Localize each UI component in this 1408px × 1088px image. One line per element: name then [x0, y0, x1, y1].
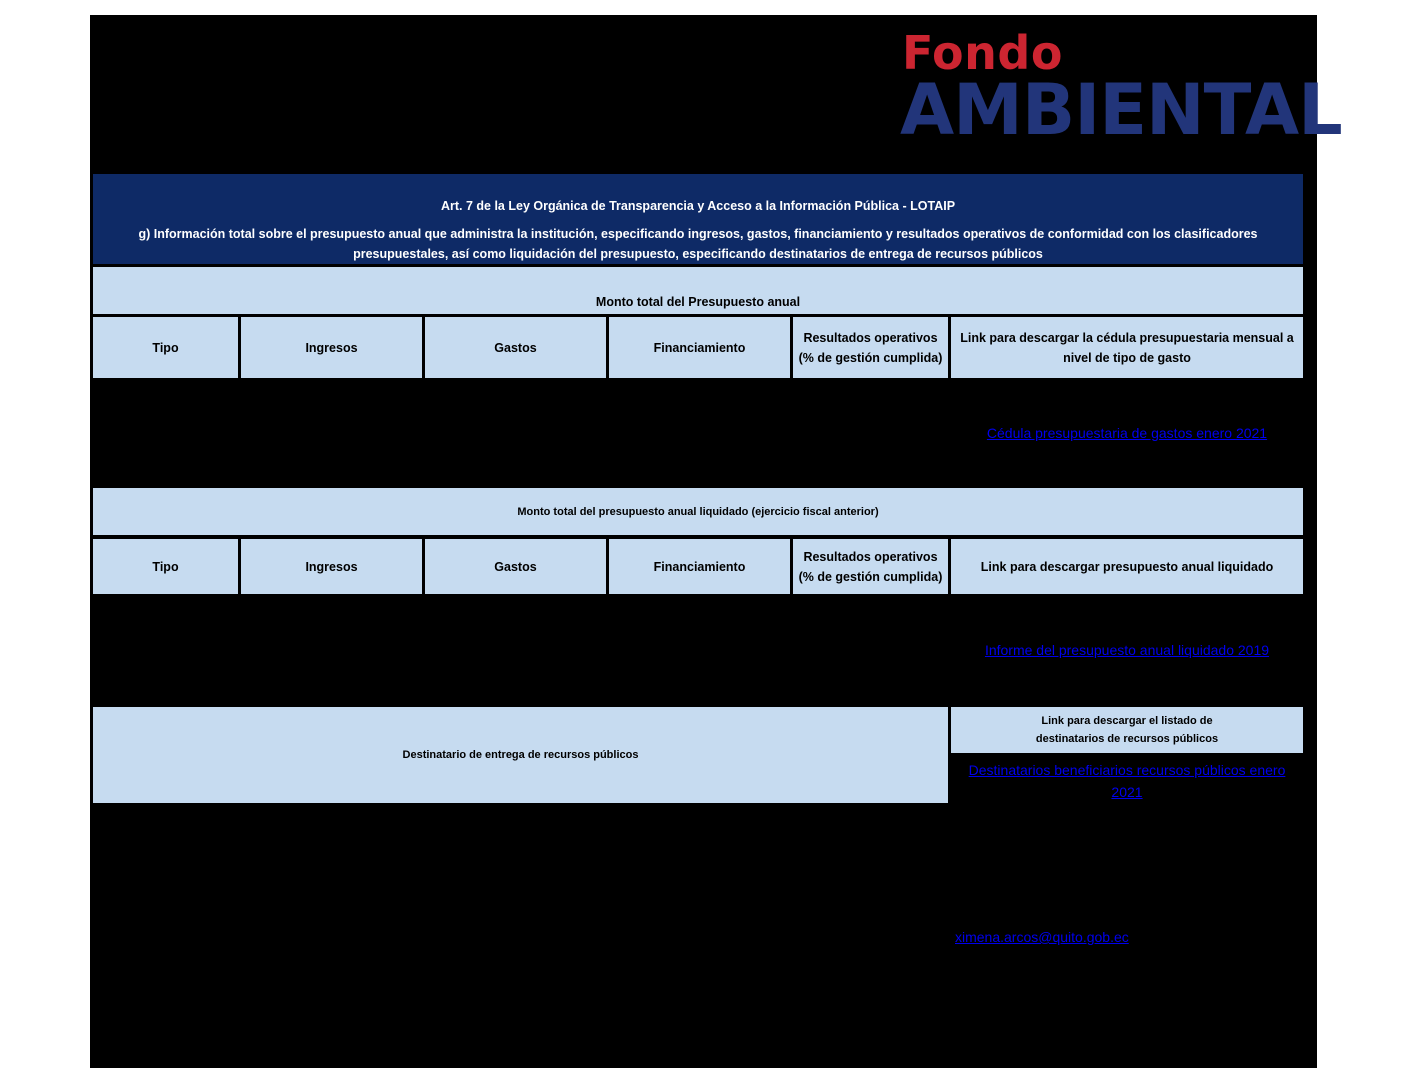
section-presupuesto-liquidado-title: Monto total del presupuesto anual liquidado (ejercicio fiscal anterior) [93, 488, 1303, 535]
column-header-gastos-liquidado: Gastos [425, 539, 606, 594]
link-cedula-presupuestaria[interactable]: Cédula presupuestaria de gastos enero 2021 [986, 425, 1268, 441]
column-header-tipo-liquidado: Tipo [93, 539, 238, 594]
column-header-financiamiento-liquidado: Financiamiento [609, 539, 790, 594]
contact-email-link[interactable]: ximena.arcos@quito.gob.ec [955, 929, 1129, 945]
column-header-resultados-operativos: Resultados operativos (% de gestión cumplida) [793, 317, 948, 378]
column-header-link-cedula: Link para descargar la cédula presupuestaria mensual a nivel de tipo de gasto [951, 317, 1303, 378]
section-presupuesto-anual-title: Monto total del Presupuesto anual [93, 267, 1303, 314]
column-header-tipo: Tipo [93, 317, 238, 378]
section-destinatarios-title: Destinatario de entrega de recursos públicos [93, 707, 948, 803]
column-header-link-liquidado: Link para descargar presupuesto anual liquidado [951, 539, 1303, 594]
column-header-gastos: Gastos [425, 317, 606, 378]
column-header-financiamiento: Financiamiento [609, 317, 790, 378]
literal-description: g) Información total sobre el presupuesto anual que administra la institución, especificando ingresos, gastos, financiamiento y resultados operativos de conformidad con los clasificadores presupuestales, así como liquidación del presupuesto, especificando destinatarios de entrega de recursos públicos [138, 227, 1258, 261]
lotaip-header [93, 174, 1303, 264]
column-header-resultados-liquidado: Resultados operativos (% de gestión cumplida) [793, 539, 948, 594]
logo-line-fondo: Fondo [902, 26, 1063, 80]
link-destinatarios-beneficiarios[interactable]: Destinatarios beneficiarios recursos públicos enero 2021 [968, 762, 1286, 800]
column-header-ingresos-liquidado: Ingresos [241, 539, 422, 594]
fondo-ambiental-logo [900, 26, 1342, 151]
column-header-ingresos: Ingresos [241, 317, 422, 378]
column-header-link-destinatarios: Link para descargar el listado de destinatarios de recursos públicos [951, 707, 1303, 753]
link-presupuesto-liquidado[interactable]: Informe del presupuesto anual liquidado 2019 [984, 642, 1270, 658]
logo-line-ambiental: AMBIENTAL [900, 69, 1342, 151]
article-title: Art. 7 de la Ley Orgánica de Transparencia y Acceso a la Información Pública - LOTAIP [440, 199, 956, 213]
